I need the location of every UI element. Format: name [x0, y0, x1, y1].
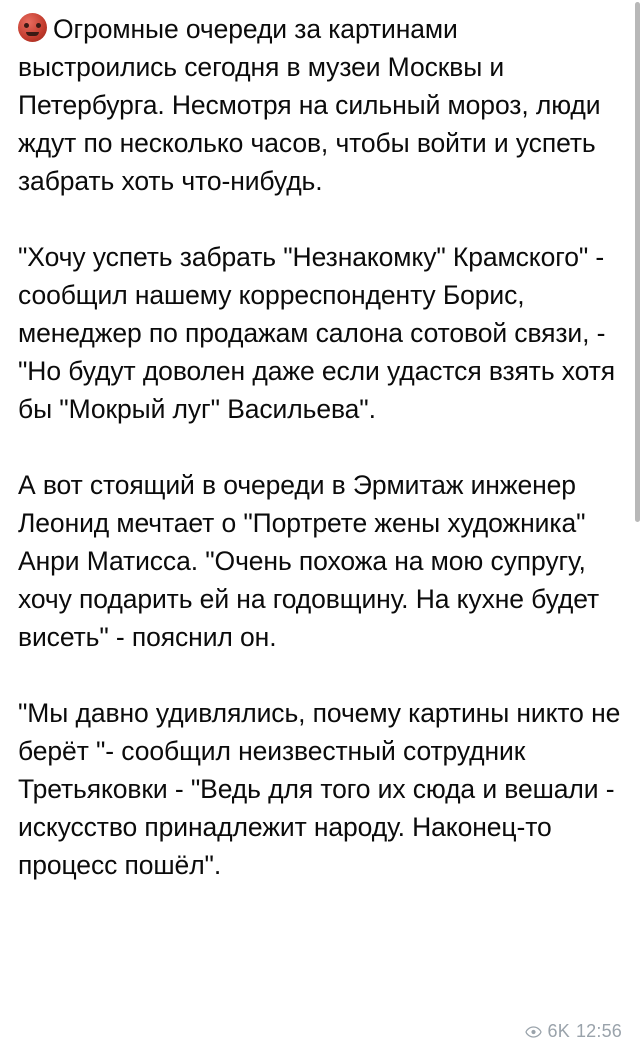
- post-paragraph-3: А вот стоящий в очереди в Эрмитаж инженер Леонид мечтает о "Портрете жены художника" Анри Матисса. "Очень похожа на мою супругу, хочу подарить ей на годовщину. На кухне будет висеть" - пояснил он.: [18, 470, 600, 652]
- angry-face-emoji: [18, 13, 47, 42]
- post-paragraph-1-text: Огромные очереди за картинами выстроились сегодня в музеи Москвы и Петербурга. Несмотря на сильный мороз, люди ждут по несколько часов, чтобы войти и успеть забрать хоть что-нибудь.: [18, 14, 601, 196]
- view-count: 6K: [547, 1021, 570, 1041]
- scrollbar-thumb[interactable]: [635, 2, 640, 522]
- post-body: [18, 10, 622, 884]
- scrollbar[interactable]: [635, 0, 640, 1052]
- post-paragraph-2: "Хочу успеть забрать "Незнакомку" Крамского" - сообщил нашему корреспонденту Борис, менеджер по продажам салона сотовой связи, - "Но будут доволен даже если удастся взять хотя бы "Мокрый луг" Васильева".: [18, 242, 616, 424]
- post-time: 12:56: [575, 1021, 622, 1041]
- eye-icon: [525, 1026, 542, 1038]
- post-paragraph-4: "Мы давно удивлялись, почему картины никто не берёт "- сообщил неизвестный сотрудник Третьяковки - "Ведь для того их сюда и вешали - искусство принадлежит народу. Наконец-то процесс пошёл".: [18, 698, 621, 880]
- post-meta: [525, 1021, 622, 1042]
- post-paragraph-1: [18, 10, 622, 200]
